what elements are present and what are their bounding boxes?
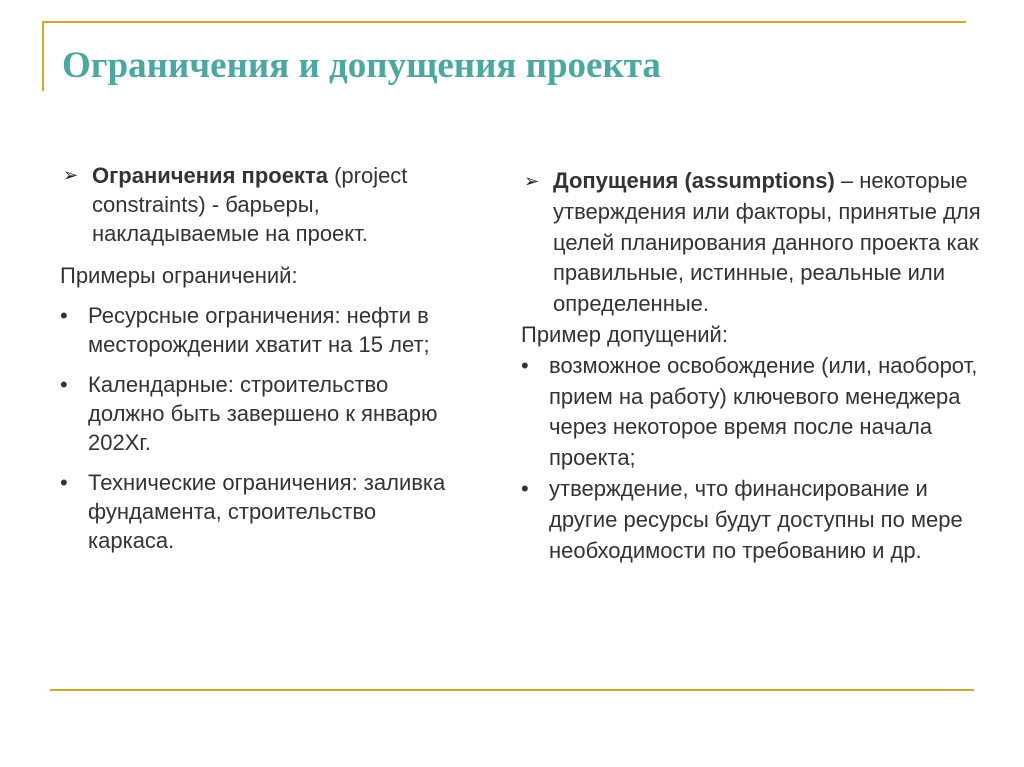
assumptions-term: Допущения (assumptions) (553, 168, 835, 193)
constraints-definition (60, 161, 460, 248)
list-item (521, 351, 981, 474)
constraints-examples-label: Примеры ограничений: (60, 263, 298, 288)
list-item-text: возможное освобождение (или, наоборот, прием на работу) ключевого менеджера через некоторое время после начала проекта; (549, 352, 978, 471)
round-bullet-icon: • (521, 352, 529, 378)
list-item-text: Ресурсные ограничения: нефти в месторождении хватит на 15 лет; (88, 303, 430, 357)
round-bullet-icon: • (60, 303, 68, 328)
list-item (60, 370, 460, 457)
list-item-text: Календарные: строительство должно быть завершено к январю 202Хг. (88, 372, 438, 455)
constraints-definition-text: (project constraints) - барьеры, накладываемые на проект. (92, 163, 408, 246)
assumptions-column (521, 166, 981, 566)
assumptions-examples-label: Пример допущений: (521, 321, 728, 347)
list-item (60, 301, 460, 359)
round-bullet-icon: • (521, 475, 529, 501)
constraints-column (60, 161, 460, 555)
round-bullet-icon: • (60, 372, 68, 397)
left-accent-rule (42, 21, 44, 91)
list-item (521, 474, 981, 566)
constraints-term: Ограничения проекта (92, 163, 328, 188)
list-item-text: Технические ограничения: заливка фундамента, строительство каркаса. (88, 470, 446, 553)
bottom-accent-rule (50, 689, 974, 691)
round-bullet-icon: • (60, 470, 68, 495)
list-item (60, 468, 460, 555)
list-item-text: утверждение, что финансирование и другие ресурсы будут доступны по мере необходимости по требованию и др. (549, 475, 963, 563)
top-accent-rule (42, 21, 966, 23)
arrow-bullet-icon: ➢ (524, 171, 540, 191)
slide-title: Ограничения и допущения проекта (62, 45, 661, 86)
assumptions-definition-text: – некоторые утверждения или факторы, принятые для целей планирования данного проекта как правильные, истинные, реальные или определенные. (553, 168, 981, 317)
assumptions-definition (521, 166, 981, 320)
arrow-bullet-icon: ➢ (63, 165, 79, 185)
